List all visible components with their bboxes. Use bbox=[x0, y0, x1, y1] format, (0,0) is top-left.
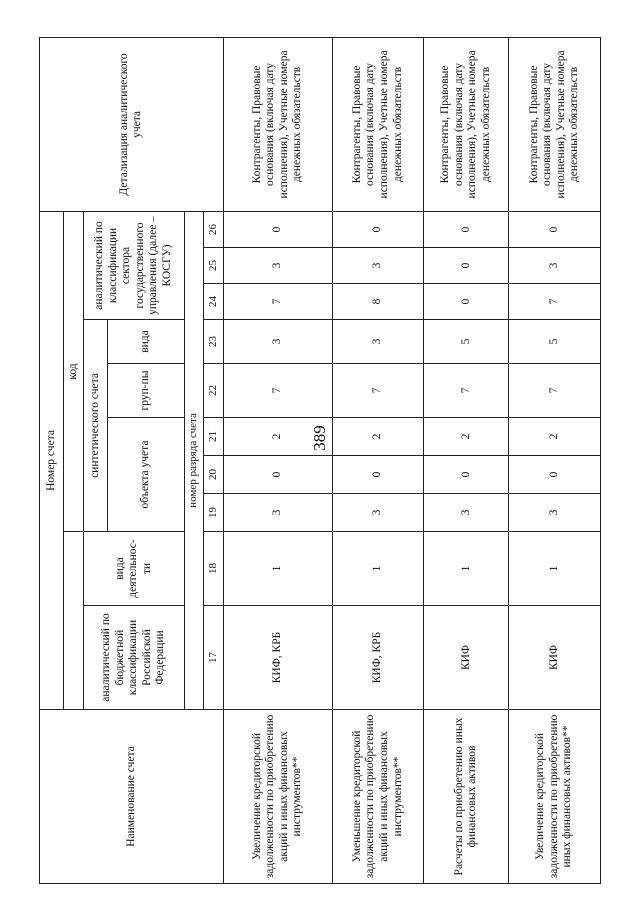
header-budget-classification: аналитический по бюджетной классификации Российской Федерации bbox=[84, 606, 184, 710]
row-value: 5 bbox=[509, 320, 601, 364]
accounts-table-sheet bbox=[39, 38, 601, 884]
row-value: 3 bbox=[509, 248, 601, 284]
row-value: 0 bbox=[424, 456, 509, 494]
row-value: 8 bbox=[332, 284, 424, 320]
row-value: 1 bbox=[509, 532, 601, 606]
row-value: 3 bbox=[509, 494, 601, 532]
row-value: 7 bbox=[424, 364, 509, 418]
table-row bbox=[223, 37, 332, 883]
header-code: код bbox=[63, 211, 83, 531]
row-value: 2 bbox=[424, 418, 509, 456]
row-value: 3 bbox=[332, 320, 424, 364]
row-value: 3 bbox=[424, 494, 509, 532]
row-analytics-detail: Контрагенты, Правовые основания (включая дату исполнения), Учетные номера денежных обязательств bbox=[332, 37, 424, 211]
header-kosgu: аналитический по классификации сектора государственного управления (далее – КОСГУ) bbox=[84, 211, 184, 319]
table-row bbox=[509, 37, 601, 883]
digit-index: 25 bbox=[204, 248, 224, 284]
row-value: 0 bbox=[424, 248, 509, 284]
row-value: 2 bbox=[332, 418, 424, 456]
row-value: 3 bbox=[223, 494, 332, 532]
row-value: 1 bbox=[332, 532, 424, 606]
row-value: 0 bbox=[332, 211, 424, 247]
digit-index: 22 bbox=[204, 364, 224, 418]
table-row bbox=[332, 37, 424, 883]
row-value: 7 bbox=[509, 284, 601, 320]
digit-index: 21 bbox=[204, 418, 224, 456]
row-value: 0 bbox=[332, 456, 424, 494]
header-kind: вида bbox=[108, 320, 184, 364]
row-value: 1 bbox=[223, 532, 332, 606]
page-number-text: 389 bbox=[310, 425, 329, 451]
row-budget-class: КИФ, КРБ bbox=[332, 606, 424, 710]
row-value: 1 bbox=[424, 532, 509, 606]
row-value: 3 bbox=[332, 494, 424, 532]
header-blank-cell bbox=[63, 532, 83, 710]
row-budget-class: КИФ, КРБ bbox=[223, 606, 332, 710]
row-value: 7 bbox=[332, 364, 424, 418]
header-synthetic-account: синтетического счета bbox=[84, 320, 108, 532]
row-value: 0 bbox=[223, 456, 332, 494]
header-accounting-object: объекта учета bbox=[108, 418, 184, 532]
row-account-name: Расчеты по приобретению иных финансовых активов bbox=[424, 710, 509, 884]
digit-index: 20 bbox=[204, 456, 224, 494]
row-value: 0 bbox=[424, 284, 509, 320]
accounts-table bbox=[39, 37, 601, 884]
row-value: 3 bbox=[223, 248, 332, 284]
digit-index: 19 bbox=[204, 494, 224, 532]
row-value: 2 bbox=[509, 418, 601, 456]
header-digit-number: номер разряда счета bbox=[184, 211, 204, 709]
digit-index: 17 bbox=[204, 606, 224, 710]
header-activity-type: вида деятельнос-ти bbox=[84, 532, 184, 606]
row-value: 5 bbox=[424, 320, 509, 364]
row-account-name: Увеличение кредиторской задолженности по приобретению акций и иных финансовых инструментов** bbox=[223, 710, 332, 884]
row-value: 2 bbox=[223, 418, 332, 456]
row-value: 7 bbox=[509, 364, 601, 418]
header-account-number: Номер счета bbox=[40, 211, 64, 709]
row-analytics-detail: Контрагенты, Правовые основания (включая дату исполнения), Учетные номера денежных обязательств bbox=[509, 37, 601, 211]
header-group: груп-пы bbox=[108, 364, 184, 418]
row-budget-class: КИФ bbox=[509, 606, 601, 710]
header-account-name: Наименование счета bbox=[40, 710, 224, 884]
header-row-1 bbox=[40, 37, 64, 883]
row-value: 7 bbox=[223, 364, 332, 418]
digit-index: 26 bbox=[204, 211, 224, 247]
row-value: 0 bbox=[509, 456, 601, 494]
row-value: 0 bbox=[424, 211, 509, 247]
row-account-name: Увеличение кредиторской задолженности по приобретению иных финансовых активов** bbox=[509, 710, 601, 884]
digit-index: 23 bbox=[204, 320, 224, 364]
row-value: 3 bbox=[223, 320, 332, 364]
row-analytics-detail: Контрагенты, Правовые основания (включая дату исполнения), Учетные номера денежных обязательств bbox=[424, 37, 509, 211]
row-value: 0 bbox=[509, 211, 601, 247]
header-analytics-detail: Детализация аналитического учета bbox=[40, 37, 224, 211]
digit-index: 18 bbox=[204, 532, 224, 606]
row-account-name: Уменьшение кредиторской задолженности по приобретению акций и иных финансовых инструментов** bbox=[332, 710, 424, 884]
row-value: 0 bbox=[223, 211, 332, 247]
row-analytics-detail: Контрагенты, Правовые основания (включая дату исполнения), Учетные номера денежных обязательств bbox=[223, 37, 332, 211]
row-value: 3 bbox=[332, 248, 424, 284]
row-value: 7 bbox=[223, 284, 332, 320]
digit-index: 24 bbox=[204, 284, 224, 320]
table-row bbox=[424, 37, 509, 883]
row-budget-class: КИФ bbox=[424, 606, 509, 710]
